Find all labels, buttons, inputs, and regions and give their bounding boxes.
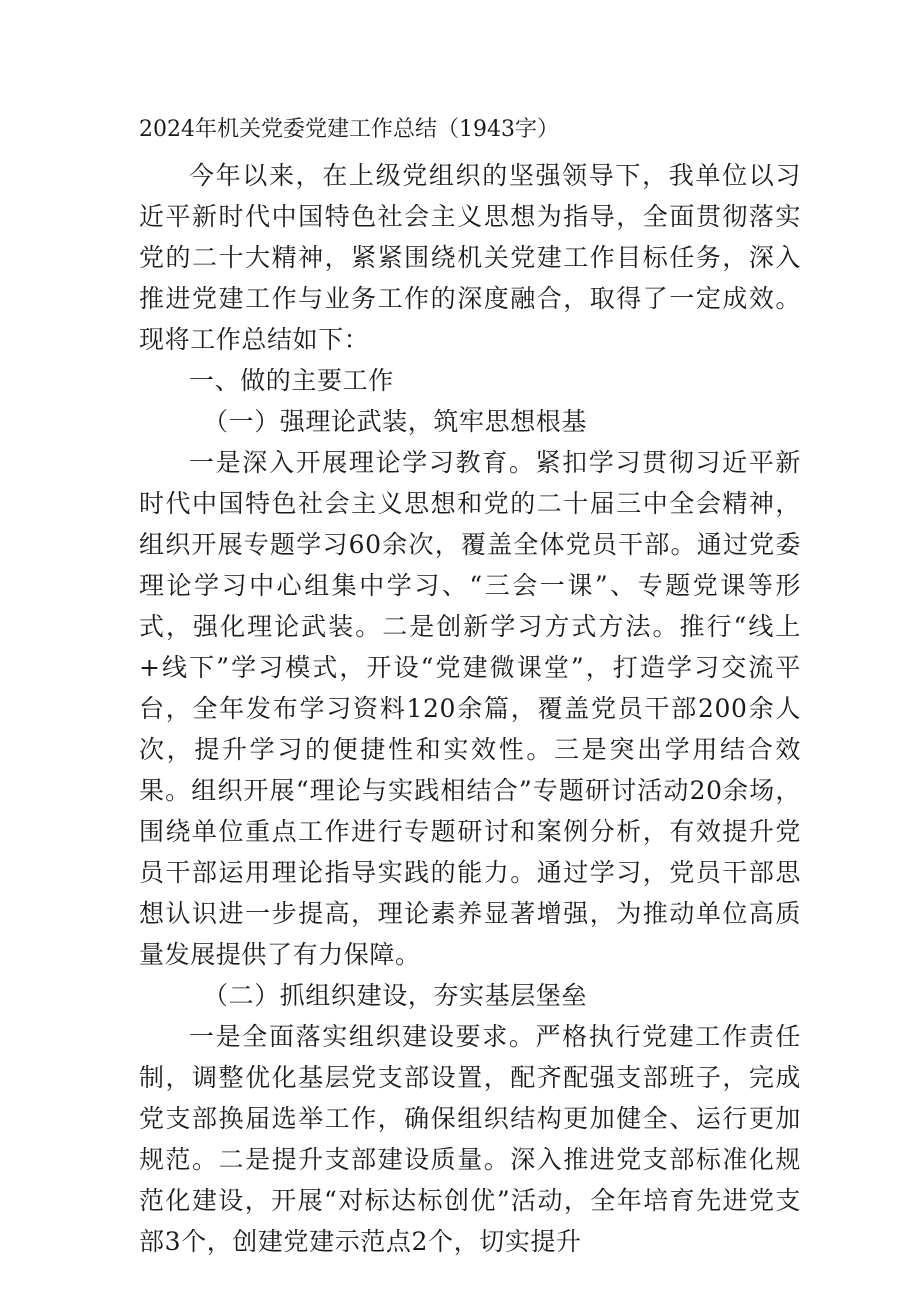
theory-paragraph: 一是深入开展理论学习教育。紧扣学习贯彻习近平新时代中国特色社会主义思想和党的二十届三中全会精神，组织开展专题学习60余次，覆盖全体党员干部。通过党委理论学习中心组集中学习、“三会一课”、专题党课等形式，强化理论武装。二是创新学习方式方法。推行“线上+线下”学习模式，开设“党建微课堂”，打造学习交流平台，全年发布学习资料120余篇，覆盖党员干部200余人次，提升学习的便捷性和实效性。三是突出学用结合效果。组织开展“理论与实践相结合”专题研讨活动20余场，围绕单位重点工作进行专题研讨和案例分析，有效提升党员干部运用理论指导实践的能力。通过学习，党员干部思想认识进一步提高，理论素养显著增强，为推动单位高质量发展提供了有力保障。 <box>139 448 801 969</box>
subsection-heading-theory: （一）强理论武装，筑牢思想根基 <box>203 407 588 436</box>
intro-paragraph: 今年以来，在上级党组织的坚强领导下，我单位以习近平新时代中国特色社会主义思想为指导，全面贯彻落实党的二十大精神，紧紧围绕机关党建工作目标任务，深入推进党建工作与业务工作的深度融合，取得了一定成效。现将工作总结如下： <box>139 161 801 354</box>
section-heading-main-work: 一、做的主要工作 <box>189 366 394 395</box>
organization-paragraph: 一是全面落实组织建设要求。严格执行党建工作责任制，调整优化基层党支部设置，配齐配强支部班子，完成党支部换届选举工作，确保组织结构更加健全、运行更加规范。二是提升支部建设质量。深入推进党支部标准化规范化建设，开展“对标达标创优”活动，全年培育先进党支部3个，创建党建示范点2个，切实提升 <box>139 1022 801 1256</box>
document-title: 2024年机关党委党建工作总结（1943字） <box>139 117 559 142</box>
document-body <box>139 112 801 1262</box>
subsection-heading-organization: （二）抓组织建设，夯实基层堡垒 <box>203 981 588 1010</box>
